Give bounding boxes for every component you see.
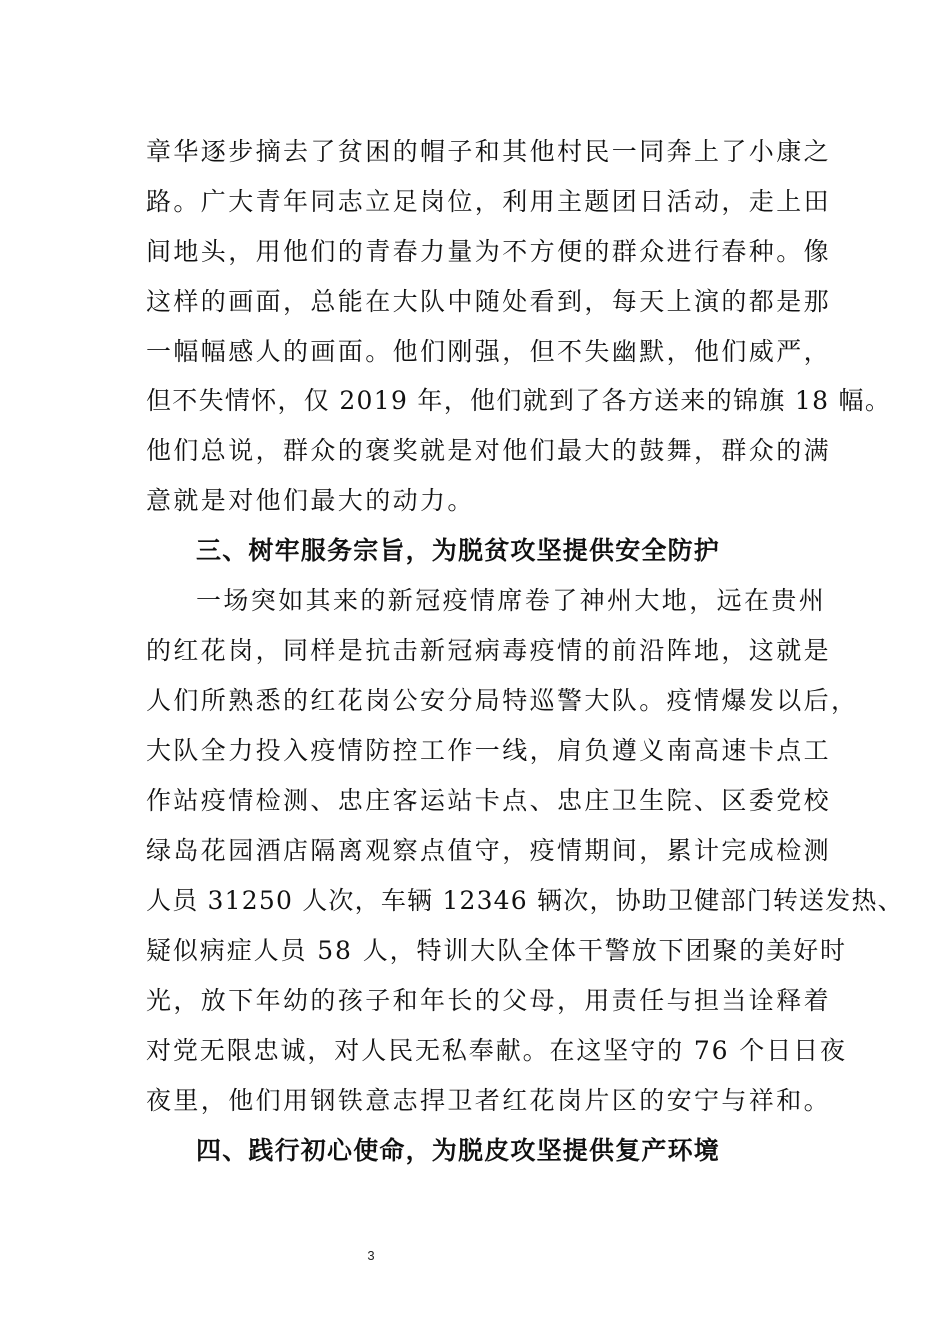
paragraph-line: 人们所熟悉的红花岗公安分局特巡警大队。疫情爆发以后，	[146, 686, 859, 715]
paragraph-line: 绿岛花园酒店隔离观察点值守，疫情期间，累计完成检测	[146, 836, 832, 865]
section-heading-3: 三、树牢服务宗旨，为脱贫攻坚提供安全防护	[196, 536, 721, 565]
paragraph-line: 这样的画面，总能在大队中随处看到，每天上演的都是那	[146, 287, 832, 316]
paragraph-line: 的红花岗，同样是抗击新冠病毒疫情的前沿阵地，这就是	[146, 636, 832, 665]
paragraph-line: 对党无限忠诚，对人民无私奉献。在这坚守的 76 个日日夜	[146, 1036, 847, 1065]
paragraph-line: 章华逐步摘去了贫困的帽子和其他村民一同奔上了小康之	[146, 137, 832, 166]
paragraph-line: 意就是对他们最大的动力。	[146, 486, 475, 515]
paragraph-line: 大队全力投入疫情防控工作一线，肩负遵义南高速卡点工	[146, 736, 832, 765]
paragraph-line: 但不失情怀，仅 2019 年，他们就到了各方送来的锦旗 18 幅。	[146, 386, 892, 415]
paragraph-line: 路。广大青年同志立足岗位，利用主题团日活动，走上田	[146, 187, 832, 216]
paragraph-line: 他们总说，群众的褒奖就是对他们最大的鼓舞，群众的满	[146, 436, 832, 465]
paragraph-line: 间地头，用他们的青春力量为不方便的群众进行春种。像	[146, 237, 832, 266]
paragraph-line: 夜里，他们用钢铁意志捍卫者红花岗片区的安宁与祥和。	[146, 1086, 832, 1115]
section-heading-4: 四、践行初心使命，为脱皮攻坚提供复产环境	[196, 1136, 721, 1165]
paragraph-line: 一幅幅感人的画面。他们刚强，但不失幽默，他们威严，	[146, 337, 832, 366]
paragraph-line: 人员 31250 人次，车辆 12346 辆次，协助卫健部门转送发热、	[146, 886, 904, 915]
paragraph-line: 一场突如其来的新冠疫情席卷了神州大地，远在贵州	[196, 586, 827, 615]
page-number: 3	[367, 1248, 375, 1263]
paragraph-line: 作站疫情检测、忠庄客运站卡点、忠庄卫生院、区委党校	[146, 786, 832, 815]
paragraph-line: 光，放下年幼的孩子和年长的父母，用责任与担当诠释着	[146, 986, 832, 1015]
paragraph-line: 疑似病症人员 58 人，特训大队全体干警放下团聚的美好时	[146, 936, 847, 965]
